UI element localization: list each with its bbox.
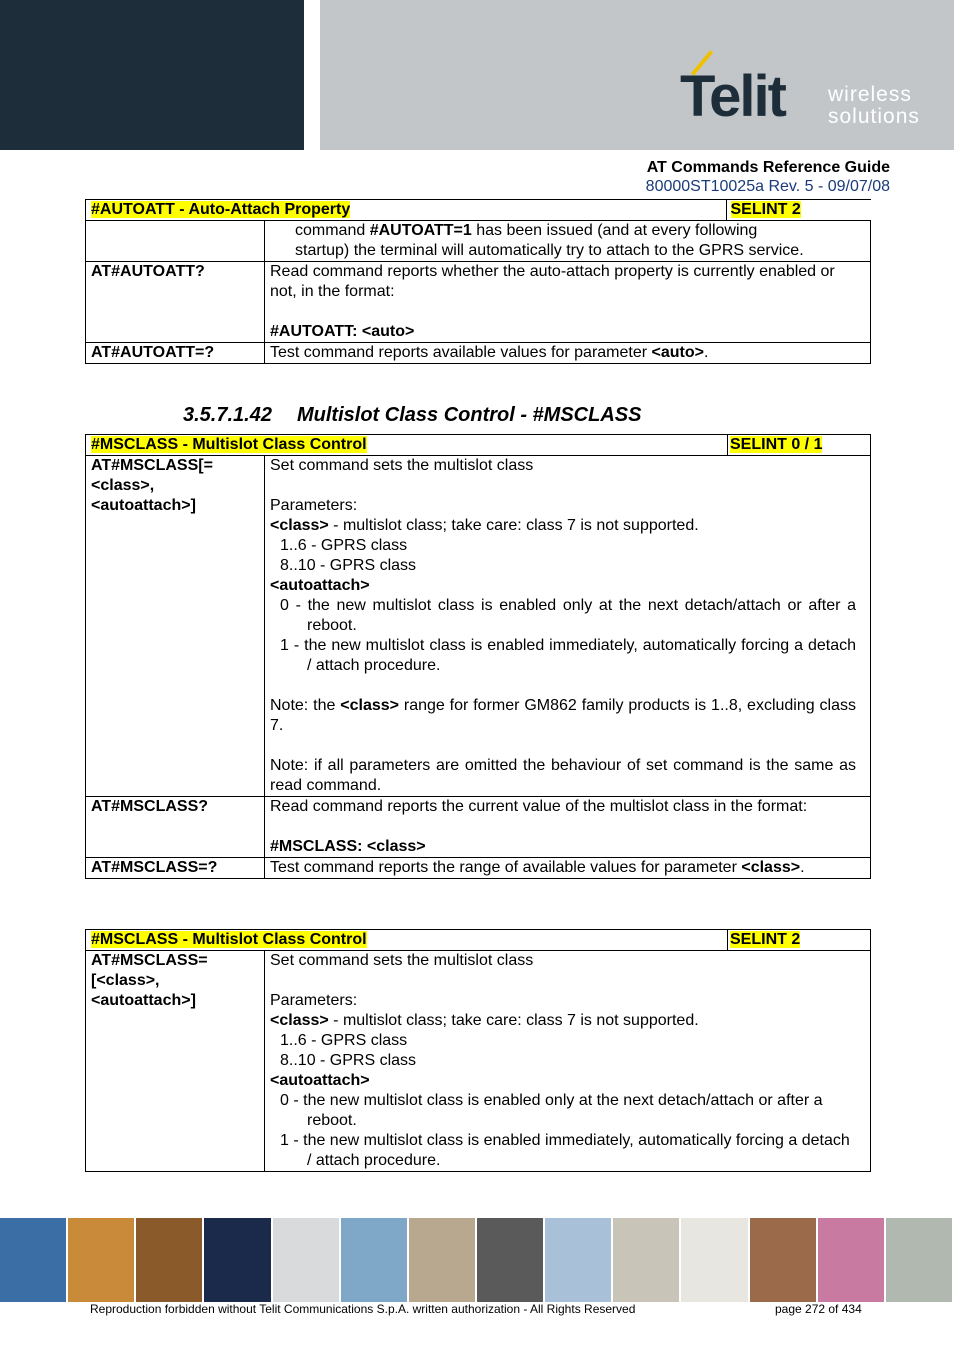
footer-photo	[750, 1218, 818, 1302]
section-number: 3.5.7.1.42	[183, 404, 272, 426]
table-title: #MSCLASS - Multislot Class Control	[91, 436, 367, 453]
set-description: Set command sets the multislot class	[270, 457, 534, 474]
page-number: page 272 of 434	[775, 1302, 862, 1316]
continued-text: command #AUTOATT=1 has been issued (and at every following startup) the terminal will automatically try to attach to the GPRS service.	[295, 222, 804, 259]
footer-photo	[136, 1218, 204, 1302]
selint-badge: SELINT 0 / 1	[730, 436, 823, 453]
table-header-row	[86, 200, 871, 221]
logo-tagline-line1: wireless	[828, 83, 912, 106]
footer-photo	[613, 1218, 681, 1302]
table-row: AT#AUTOATT=? Test command reports available values for parameter <auto>.	[86, 343, 871, 364]
param-class: <class> - multislot class; take care: class 7 is not supported.	[270, 517, 699, 534]
param-autoattach: <autoattach>	[270, 1072, 370, 1089]
command-cell: AT#AUTOATT=?	[86, 343, 265, 364]
document-title: AT Commands Reference Guide	[646, 159, 890, 176]
table-row	[86, 262, 871, 343]
command-cell: AT#AUTOATT?	[86, 262, 265, 343]
table-header-row	[86, 435, 871, 456]
footer-copyright: Reproduction forbidden without Telit Communications S.p.A. written authorization - All Rights Reserved	[90, 1302, 636, 1316]
param-class: <class> - multislot class; take care: class 7 is not supported.	[270, 1012, 699, 1029]
section-heading	[183, 404, 641, 427]
document-subtitle: 80000ST10025a Rev. 5 - 09/07/08	[645, 178, 890, 195]
param-value: 1..6 - GPRS class	[280, 1032, 408, 1049]
footer-photo	[818, 1218, 886, 1302]
table-row	[86, 797, 871, 858]
autoatt-table	[85, 199, 871, 364]
header-dark-panel	[0, 0, 304, 150]
logo-tagline	[828, 84, 920, 128]
table-row: AT#MSCLASS=? Test command reports the range of available values for parameter <class>.	[86, 858, 871, 879]
footer-photo	[341, 1218, 409, 1302]
footer-photo	[409, 1218, 477, 1302]
table-row	[86, 456, 871, 797]
logo-tagline-line2: solutions	[828, 105, 920, 128]
table-title: #AUTOATT - Auto-Attach Property	[91, 201, 351, 218]
table-row	[86, 221, 871, 262]
param-autoattach: <autoattach>	[270, 577, 370, 594]
msclass-selint01-table	[85, 434, 871, 879]
table-row	[86, 951, 871, 1172]
footer-photo	[886, 1218, 954, 1302]
param-value: 1 - the new multislot class is enabled immediately, automatically forcing a detach / attach procedure.	[280, 1132, 850, 1169]
footer-photo	[0, 1218, 68, 1302]
footer-photo-strip	[0, 1218, 954, 1302]
param-value: 1 - the new multislot class is enabled immediately, automatically forcing a detach / attach procedure.	[280, 637, 856, 674]
command-cell: AT#MSCLASS=?	[86, 858, 265, 879]
parameters-label: Parameters:	[270, 992, 358, 1009]
section-title: Multislot Class Control - #MSCLASS	[297, 404, 642, 426]
footer-photo	[477, 1218, 545, 1302]
footer-photo	[204, 1218, 272, 1302]
read-format: #AUTOATT: <auto>	[270, 323, 415, 340]
command-cell: AT#MSCLASS?	[86, 797, 265, 858]
msclass-selint2-table	[85, 929, 871, 1172]
set-description: Set command sets the multislot class	[270, 952, 534, 969]
footer-photo	[545, 1218, 613, 1302]
table-header-row	[86, 930, 871, 951]
note: Note: if all parameters are omitted the behaviour of set command is the same as read command.	[270, 757, 856, 794]
read-format: #MSCLASS: <class>	[270, 838, 426, 855]
command-cell: AT#MSCLASS= [<class>, <autoattach>]	[86, 951, 265, 1172]
table-title: #MSCLASS - Multislot Class Control	[91, 931, 367, 948]
footer-photo	[68, 1218, 136, 1302]
footer-photo	[273, 1218, 341, 1302]
read-description: Read command reports the current value of the multislot class in the format:	[270, 798, 808, 815]
param-value: 8..10 - GPRS class	[280, 1052, 417, 1069]
selint-badge: SELINT 2	[730, 201, 801, 218]
command-cell: AT#MSCLASS[= <class>, <autoattach>]	[86, 456, 265, 797]
param-value: 8..10 - GPRS class	[280, 557, 417, 574]
param-value: 1..6 - GPRS class	[280, 537, 408, 554]
param-value: 0 - the new multislot class is enabled only at the next detach/attach or after a reboot.	[280, 597, 856, 634]
footer-photo	[681, 1218, 749, 1302]
telit-logo: Telit	[680, 64, 785, 129]
note: Note: the <class> range for former GM862 family products is 1..8, excluding class 7.	[270, 697, 856, 734]
selint-badge: SELINT 2	[730, 931, 801, 948]
read-description: Read command reports whether the auto-attach property is currently enabled or not, in the format:	[270, 263, 835, 300]
param-value: 0 - the new multislot class is enabled only at the next detach/attach or after a reboot.	[280, 1092, 823, 1129]
parameters-label: Parameters:	[270, 497, 358, 514]
